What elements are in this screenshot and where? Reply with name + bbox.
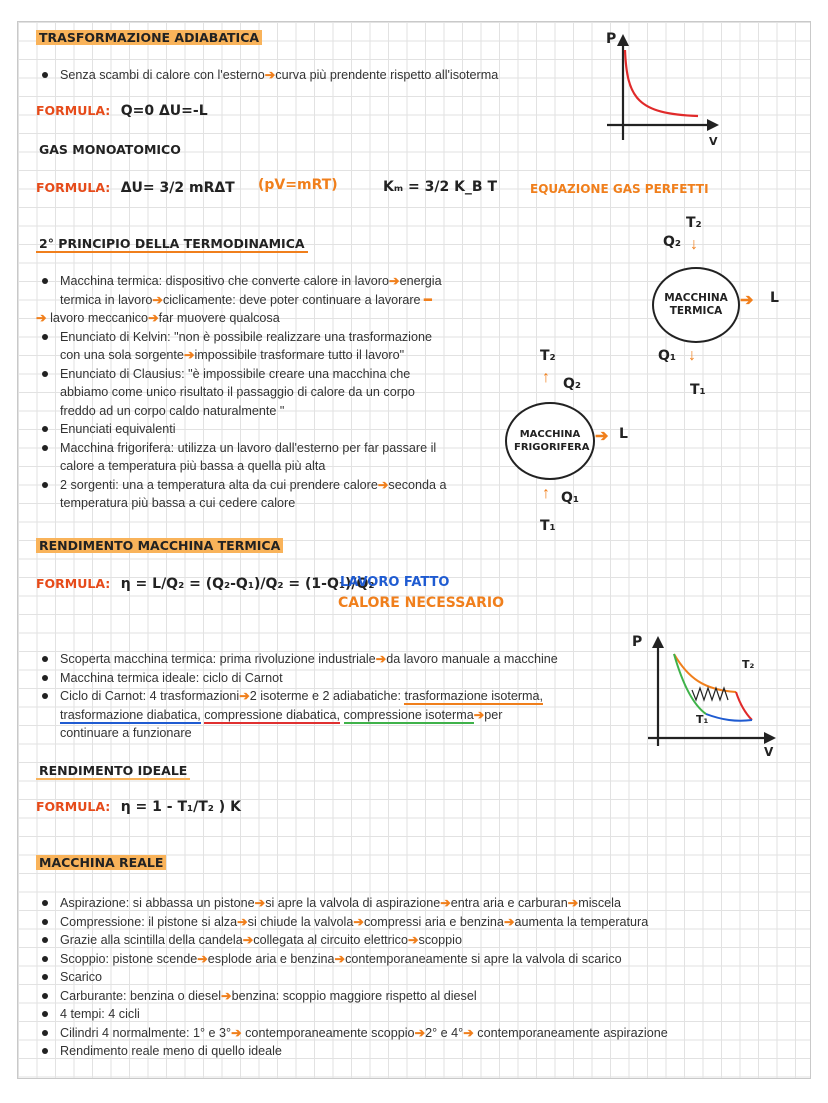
list-item: ➔ lavoro meccanico➔far muovere qualcosa [36,311,280,325]
diagram-q1-label: Q₁ [658,348,677,364]
list-item: Carburante: benzina o diesel➔benzina: scoppio maggiore rispetto al diesel [36,987,796,1006]
list-item: con una sola sorgente➔impossibile trasformare tutto il lavoro" [60,348,405,362]
list-item: calore a temperatura più bassa a quella più alta [60,459,326,473]
formula-monoatomico: FORMULA: ΔU= 3/2 mRΔT [36,180,235,196]
graph-p-label: P [606,31,617,47]
arrow-icon: ➔ [503,914,515,929]
arrow-icon: ➔ [237,914,248,929]
y-axis-arrow-icon [617,34,629,46]
compressione-isoterma-curve [706,714,752,721]
list-item: temperatura più bassa a cui cedere calore [60,496,296,510]
arrow-icon: ➔ [254,896,266,910]
list-item: Cilindri 4 normalmente: 1° e 3°➔ contemporaneamente scoppio➔2° e 4°➔ contemporaneamente aspirazione [36,1024,796,1043]
diagram-t2-label: T₂ [540,348,556,364]
list-item: Ciclo di Carnot: 4 trasformazioni➔2 isoterme e 2 adiabatiche: trasformazione isoterma, [36,687,636,706]
arrow-icon: ➔ [440,896,451,910]
macchina-reale-list [36,894,796,1061]
formula-k: Kₘ = 3/2 K_B T [383,179,498,195]
section-title-secondo-principio: 2° PRINCIPIO DELLA TERMODINAMICA [36,236,308,253]
dash-icon: ━ [420,292,432,307]
diagram-l-label: L [619,426,628,442]
diagram-t1-label: T₁ [540,518,556,534]
adiabatic-curve [625,50,698,116]
arrow-icon: ➔ [407,933,419,947]
x-axis-arrow-icon [764,732,776,744]
list-item: Grazie alla scintilla della candela➔collegata al circuito elettrico➔scoppio [36,931,796,950]
list-item: 4 tempi: 4 cicli [36,1005,796,1024]
diagram-t2-label: T₂ [686,215,702,231]
arrow-icon: ➔ [463,1025,474,1040]
arrow-icon: ➔ [231,1025,242,1040]
list-item: Scoperta macchina termica: prima rivoluzione industriale➔da lavoro manuale a macchine [36,650,636,669]
arrow-up-icon: ↑ [542,369,550,386]
formula-pv: (pV=mRT) [258,177,338,193]
arrow-icon: ➔ [152,292,163,307]
carnot-graph [618,628,778,758]
macchina-termica-circle: MACCHINA TERMICA [652,267,740,343]
arrow-up-icon: ↑ [542,485,550,502]
diagram-q1-label: Q₁ [561,490,580,506]
section-title-macchina-reale: MACCHINA REALE [36,855,166,870]
list-item: Macchina frigorifera: utilizza un lavoro dall'esterno per far passare il [36,439,526,458]
arrow-icon: ➔ [239,689,250,703]
arrow-right-icon: ➔ [740,292,754,309]
arrow-icon: ➔ [473,707,485,722]
arrow-icon: ➔ [389,274,400,288]
arrow-icon: ➔ [414,1025,426,1040]
secondo-principio-list [36,272,526,513]
section-title-monoatomico: GAS MONOATOMICO [39,142,181,157]
list-item: Macchina termica ideale: ciclo di Carnot [36,669,636,688]
note-calore-necessario: CALORE NECESSARIO [338,595,505,611]
graph-v-label: V [764,745,774,758]
list-item: trasformazione diabatica, compressione diabatica, compressione isoterma➔per [60,707,503,722]
list-item: Macchina termica: dispositivo che converte calore in lavoro➔energia [36,272,526,291]
list-item: Rendimento reale meno di quello ideale [36,1042,796,1061]
arrow-icon: ➔ [183,348,195,362]
arrow-icon: ➔ [567,896,579,910]
list-item: Enunciati equivalenti [36,420,526,439]
arrow-icon: ➔ [221,988,232,1003]
list-item: Scarico [36,968,796,987]
note-lavoro-fatto: LAVORO FATTO [340,575,450,590]
notes-page [17,21,811,1079]
graph-p-label: P [632,634,643,650]
formula-rendimento: FORMULA: η = L/Q₂ = (Q₂-Q₁)/Q₂ = (1-Q₁)/Q₂ [36,576,375,592]
arrow-icon: ➔ [377,477,389,492]
list-item: Scoppio: pistone scende➔esplode aria e benzina➔contemporaneamente si apre la valvola di scarico [36,950,796,969]
isoterma-curve [674,654,736,692]
y-axis-arrow-icon [652,636,664,648]
formula-adiabatica: FORMULA: Q=0 ΔU=-L [36,103,208,119]
list-item: abbiamo come unico risultato il passaggio di calore da un corpo [60,385,415,399]
arrow-icon: ➔ [375,652,387,666]
adiabatic-graph [603,28,723,148]
list-item: Compressione: il pistone si alza➔si chiude la valvola➔compressi aria e benzina➔aumenta la temperatura [36,913,796,932]
arrow-right-icon: ➔ [595,428,609,445]
list-item: Senza scambi di calore con l'esterno➔curva più prendente rispetto all'isoterma [36,66,596,85]
diagram-q2-label: Q₂ [563,376,582,392]
section-title-adiabatica: TRASFORMAZIONE ADIABATICA [36,30,262,45]
adiabatica-curve [736,692,752,720]
diagram-t1-label: T₁ [690,382,706,398]
x-axis-arrow-icon [707,119,719,131]
list-item: Enunciato di Kelvin: "non è possibile realizzare una trasformazione [36,328,526,347]
arrow-down-icon: ↓ [690,236,698,253]
diagram-l-label: L [770,290,779,306]
rendimento-list [36,650,636,743]
list-item: 2 sorgenti: una a temperatura alta da cui prendere calore➔seconda a [36,476,526,495]
arrow-down-icon: ↓ [688,347,696,364]
arrow-icon: ➔ [264,68,276,82]
arrow-icon: ➔ [148,311,159,325]
list-item: Enunciato di Clausius: "è impossibile creare una macchina che [36,365,526,384]
arrow-icon: ➔ [242,933,254,947]
list-item: Aspirazione: si abbassa un pistone➔si apre la valvola di aspirazione➔entra aria e carburan➔miscela [36,894,796,913]
arrow-icon: ➔ [353,914,364,929]
macchina-frigorifera-circle: MACCHINA FRIGORIFERA [505,402,595,480]
arrow-icon: ➔ [334,951,346,966]
adiabatica-list [36,66,596,85]
list-item: termica in lavoro➔ciclicamente: deve poter continuare a lavorare ━ [60,292,432,307]
arrow-icon: ➔ [197,951,208,966]
graph-t1-label: T₁ [696,713,709,726]
section-title-rendimento: RENDIMENTO MACCHINA TERMICA [36,538,283,553]
diagram-q2-label: Q₂ [663,234,682,250]
list-item: freddo ad un corpo caldo naturalmente " [60,403,285,418]
note-gas-perfetti: EQUAZIONE GAS PERFETTI [530,182,709,196]
section-title-rendimento-ideale: RENDIMENTO IDEALE [36,763,190,780]
graph-v-label: V [709,135,718,148]
graph-t2-label: T₂ [742,658,755,671]
formula-rendimento-ideale: FORMULA: η = 1 - T₁/T₂ ) K [36,799,241,815]
arrow-icon: ➔ [36,311,51,325]
list-item: continuare a funzionare [60,726,192,740]
